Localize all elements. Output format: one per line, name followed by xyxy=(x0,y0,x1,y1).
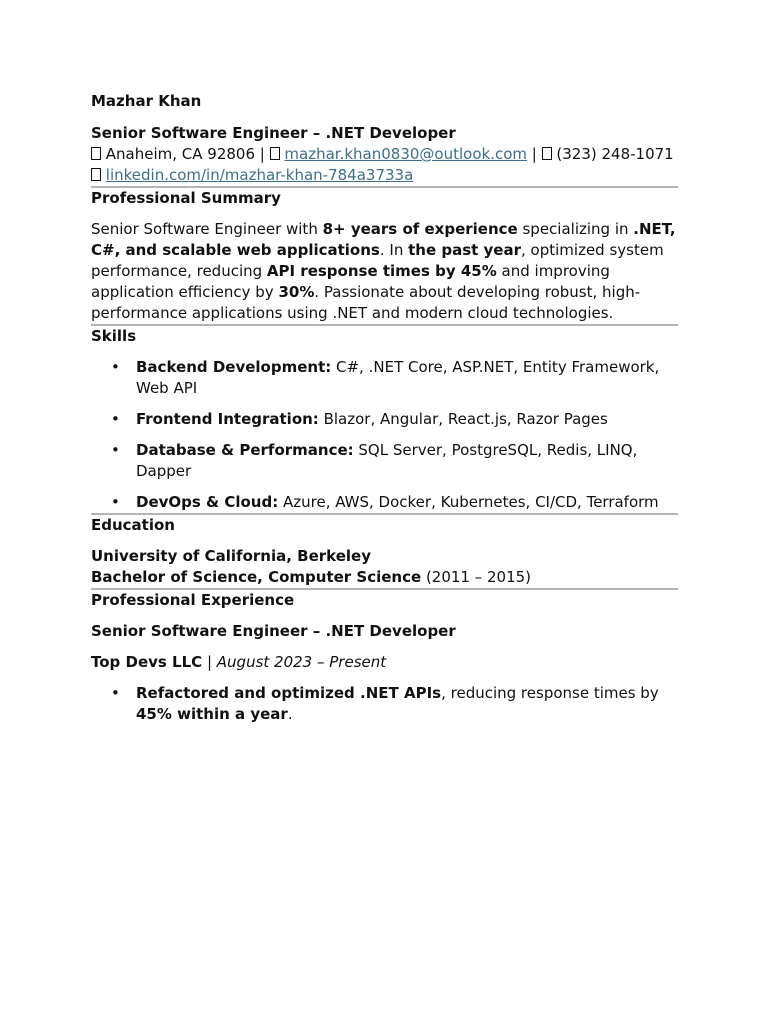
skill-values: C#, .NET Core, ASP.NET, Entity Framework, Web API xyxy=(136,358,660,397)
skill-category: Frontend Integration: xyxy=(136,410,319,428)
skill-values: Blazor, Angular, React.js, Razor Pages xyxy=(318,410,608,428)
job-bullet-text: , reducing response times by xyxy=(441,684,659,702)
bullet-icon: • xyxy=(111,493,120,511)
candidate-name: Mazhar Khan xyxy=(91,92,202,110)
education-years: (2011 – 2015) xyxy=(421,568,532,586)
summary-highlight: 8+ years of experience xyxy=(322,220,518,238)
linkedin-link[interactable]: linkedin.com/in/mazhar-khan-784a3733a xyxy=(105,166,414,184)
job-dates: August 2023 – Present xyxy=(216,653,387,671)
summary-text: specializing in xyxy=(517,220,634,238)
bullet-icon: • xyxy=(111,441,120,459)
skills-list xyxy=(91,357,678,513)
contact-separator: | xyxy=(531,145,537,163)
candidate-headline: Senior Software Engineer – .NET Developer xyxy=(91,124,456,142)
summary-text: . In xyxy=(379,241,409,259)
summary-text: , optimized system performance, reducing xyxy=(91,241,664,280)
education-degree: Bachelor of Science, Computer Science xyxy=(91,568,422,586)
job-company: Top Devs LLC xyxy=(91,653,203,671)
location-text: Anaheim, CA 92806 xyxy=(105,145,256,163)
job-bullet xyxy=(91,683,678,725)
email-link[interactable]: mazhar.khan0830@outlook.com xyxy=(284,145,527,163)
job-meta xyxy=(91,652,678,673)
linkedin-icon xyxy=(91,168,101,181)
resume-content xyxy=(91,89,678,725)
job-separator: | xyxy=(202,653,217,671)
summary-highlight: .NET, C#, and scalable web applications xyxy=(91,220,676,259)
summary-text: and improving application efficiency by xyxy=(91,262,610,301)
skill-item xyxy=(91,492,678,513)
job-bullets xyxy=(91,683,678,725)
summary-highlight: the past year xyxy=(408,241,522,259)
job-bullet-text: . xyxy=(287,705,293,723)
job-bullet-highlight: 45% within a year xyxy=(136,705,288,723)
summary-highlight: 30% xyxy=(278,283,315,301)
job-bullet-highlight: Refactored and optimized .NET APIs xyxy=(136,684,442,702)
bullet-icon: • xyxy=(111,358,120,376)
skill-values: SQL Server, PostgreSQL, Redis, LINQ, Dapper xyxy=(136,441,638,480)
summary-heading: Professional Summary xyxy=(91,189,281,207)
skill-values: Azure, AWS, Docker, Kubernetes, CI/CD, Terraform xyxy=(278,493,659,511)
bullet-icon: • xyxy=(111,684,120,702)
job-title: Senior Software Engineer – .NET Developer xyxy=(91,622,456,640)
skill-item xyxy=(91,440,678,482)
experience-heading: Professional Experience xyxy=(91,591,295,609)
summary-paragraph xyxy=(91,219,678,324)
summary-text: . Passionate about developing robust, high-performance applications using .NET and modern cloud technologies. xyxy=(91,283,641,322)
phone-text: (323) 248-1071 xyxy=(556,145,674,163)
location-icon xyxy=(91,147,101,160)
bullet-icon: • xyxy=(111,410,120,428)
skills-heading: Skills xyxy=(91,327,137,345)
education-degree-line xyxy=(91,567,678,588)
education-school: University of California, Berkeley xyxy=(91,547,371,565)
summary-highlight: API response times by 45% xyxy=(266,262,497,280)
skill-item xyxy=(91,357,678,399)
education-heading: Education xyxy=(91,516,175,534)
phone-icon xyxy=(542,147,552,160)
email-icon xyxy=(270,147,280,160)
skill-category: Backend Development: xyxy=(136,358,332,376)
contact-line xyxy=(91,144,678,165)
skill-category: Database & Performance: xyxy=(136,441,354,459)
skill-item xyxy=(91,409,678,430)
skill-category: DevOps & Cloud: xyxy=(136,493,279,511)
summary-text: Senior Software Engineer with xyxy=(91,220,323,238)
linkedin-line xyxy=(91,165,678,186)
contact-separator: | xyxy=(259,145,265,163)
